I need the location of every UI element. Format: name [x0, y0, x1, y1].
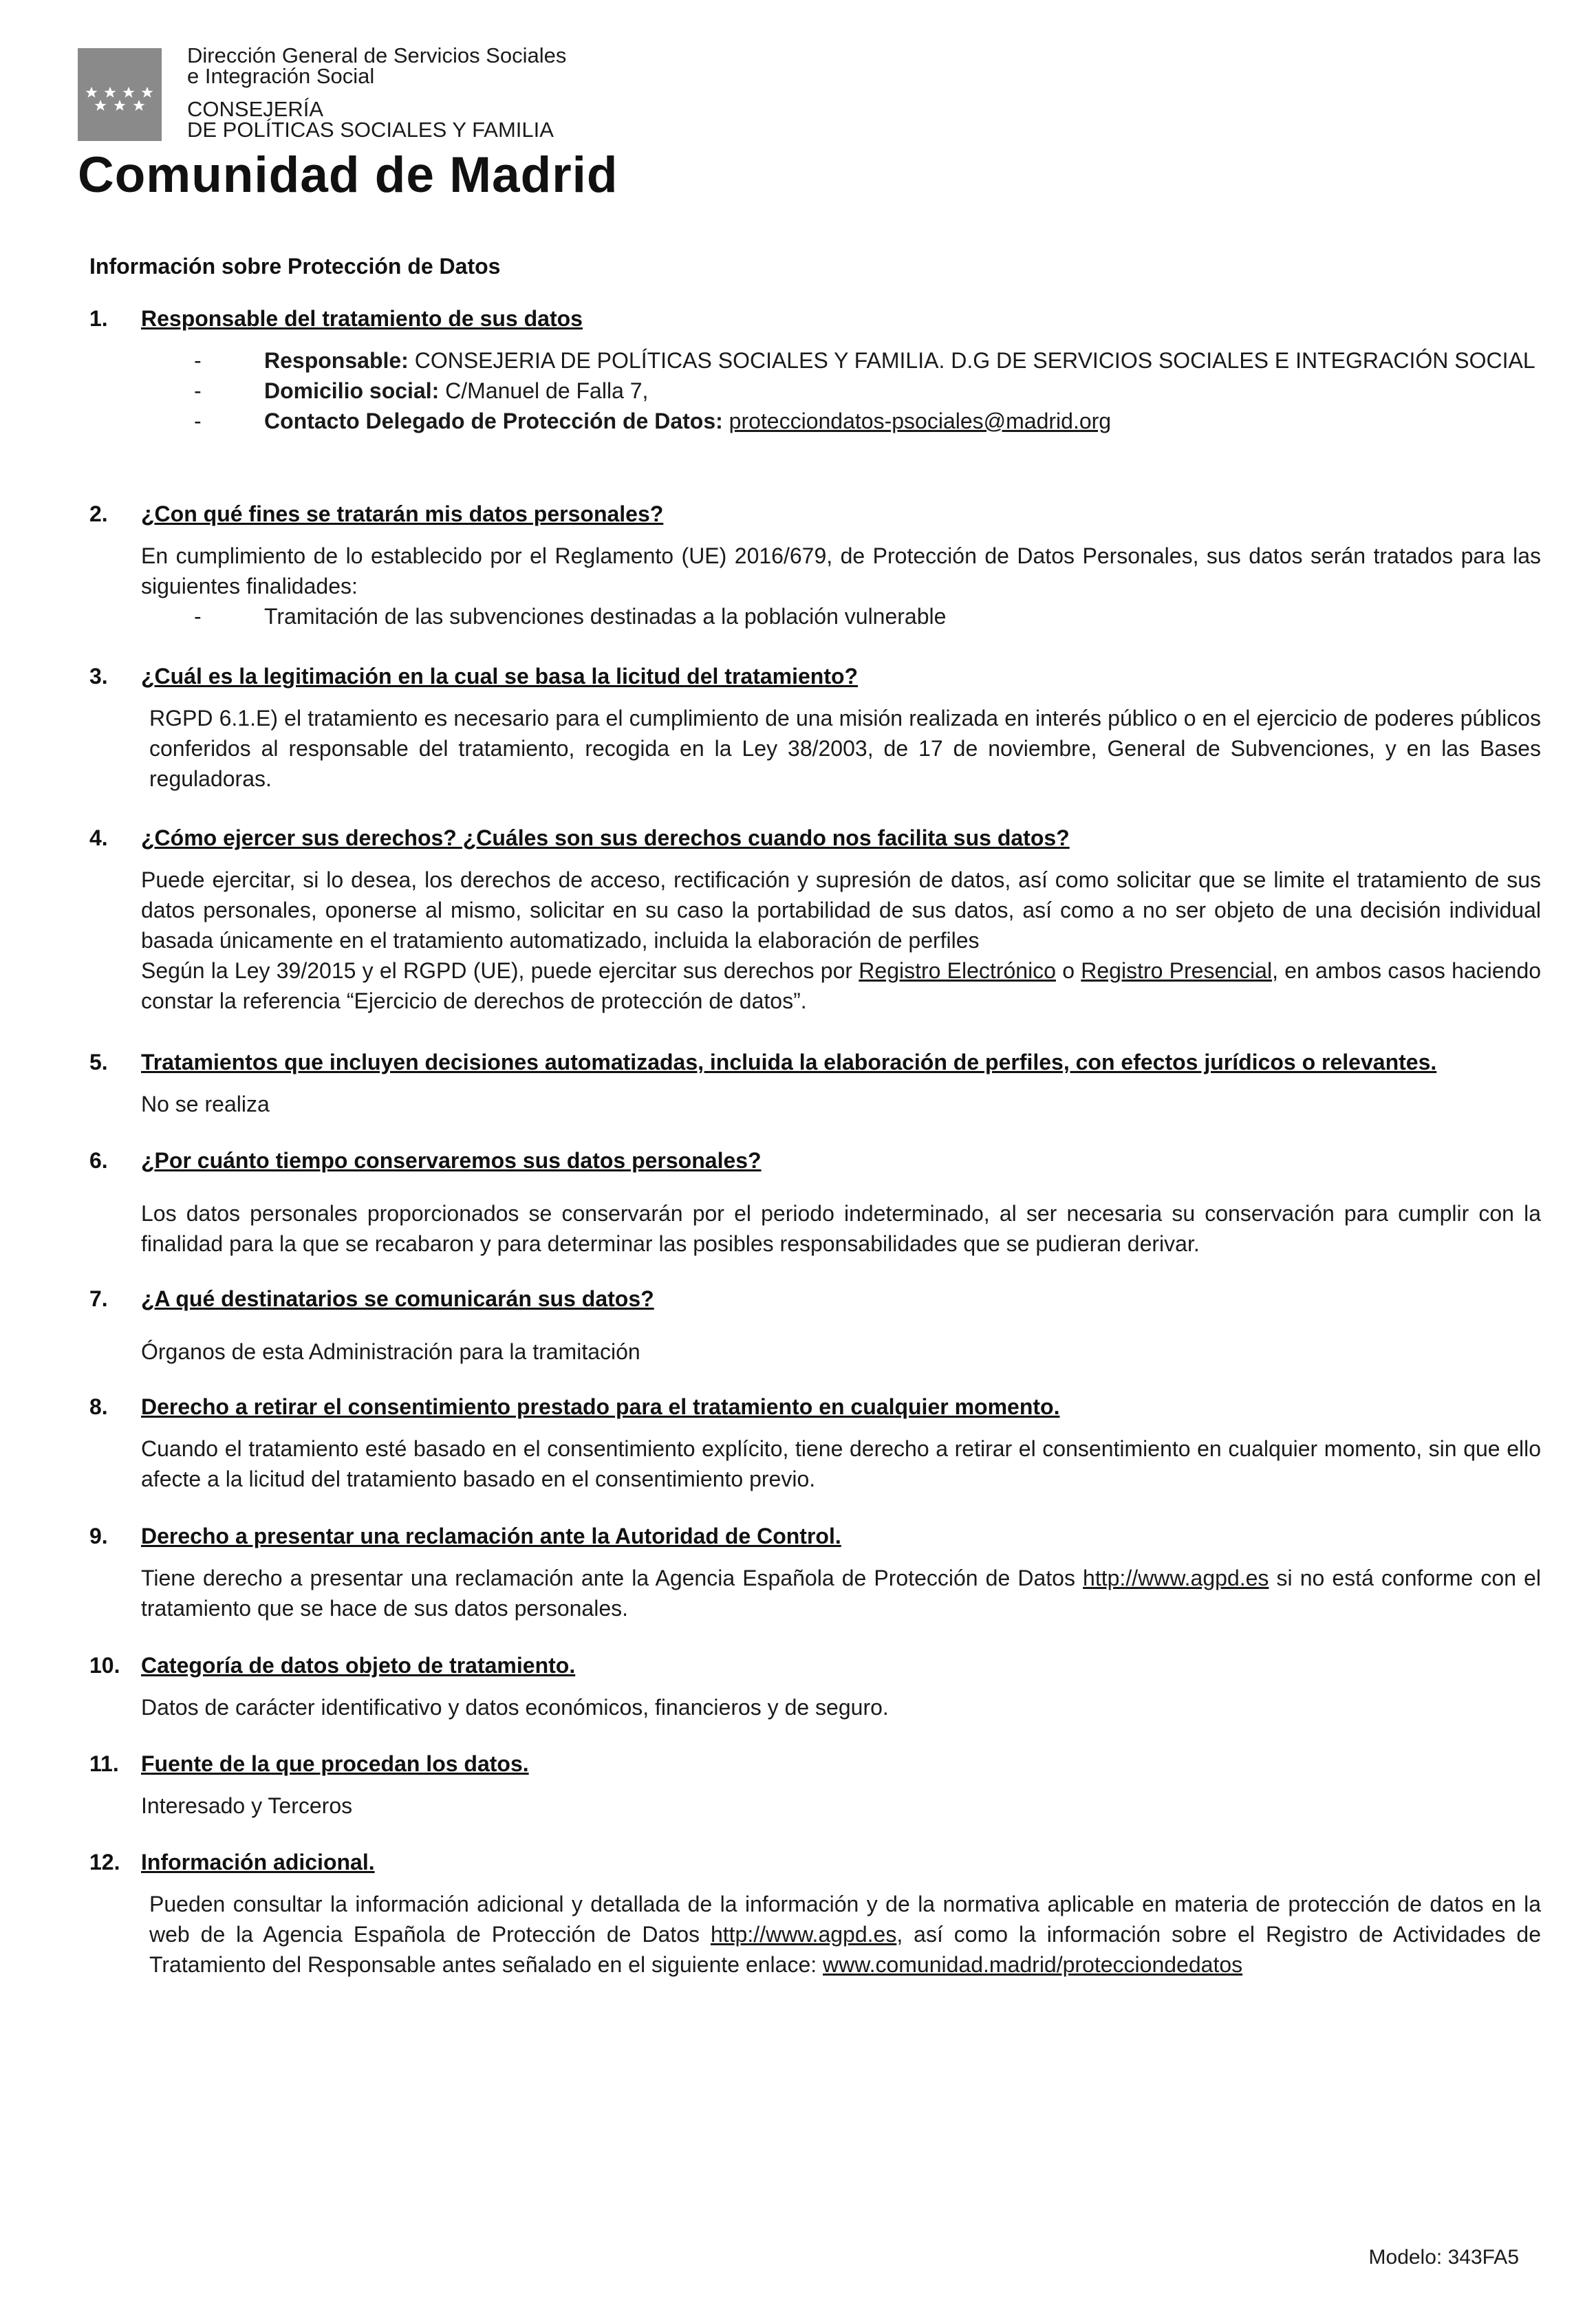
section-2 — [89, 501, 1541, 631]
section-8 — [89, 1394, 1541, 1494]
section-3 — [89, 663, 1541, 794]
section-title: Información adicional. — [141, 1850, 375, 1874]
section-number: 11. — [89, 1751, 119, 1776]
section-number: 1. — [89, 306, 108, 331]
section-number: 3. — [89, 664, 108, 689]
domicilio-value: C/Manuel de Falla 7, — [439, 378, 649, 403]
section-number: 7. — [89, 1286, 108, 1311]
agpd-link[interactable]: http://www.agpd.es — [1083, 1566, 1269, 1590]
section-number: 10. — [89, 1653, 120, 1678]
list-item: - Contacto Delegado de Protección de Datos: protecciondatos-psociales@madrid.org — [194, 409, 1112, 433]
brand-title: Comunidad de Madrid — [78, 147, 618, 203]
domicilio-label: Domicilio social: — [264, 378, 440, 403]
contacto-dpd-label: Contacto Delegado de Protección de Datos: — [264, 409, 723, 433]
reclamacion-text: Tiene derecho a presentar una reclamación ante la Agencia Española de Protección de Datos — [141, 1566, 1083, 1590]
section-title: ¿A qué destinatarios se comunicarán sus datos? — [141, 1286, 654, 1311]
section-10 — [89, 1652, 1541, 1722]
section-title: Responsable del tratamiento de sus datos — [141, 306, 583, 331]
section-title: Tratamientos que incluyen decisiones automatizadas, incluida la elaboración de perfiles, con efectos jurídicos o relevantes. — [141, 1050, 1437, 1074]
section-title: Fuente de la que procedan los datos. — [141, 1751, 529, 1776]
section-number: 9. — [89, 1524, 108, 1548]
section-text: Órganos de esta Administración para la tramitación — [141, 1339, 640, 1364]
dpd-email-link[interactable]: protecciondatos-psociales@madrid.org — [729, 409, 1112, 433]
comunidad-madrid-proteccion-link[interactable]: www.comunidad.madrid/protecciondedatos — [823, 1952, 1243, 1977]
reclamacion-text-end: si no está conforme con el tratamiento que se hace de sus datos personales. — [141, 1566, 1542, 1621]
info-adicional-text: Pueden consultar la información adicional y detallada de la información y de la normativa aplicable en materia de protección de datos en la web de la Agencia Española de Protección de Datos — [149, 1892, 1541, 1947]
responsable-value: CONSEJERIA DE POLÍTICAS SOCIALES Y FAMILIA. D.G DE SERVICIOS SOCIALES E INTEGRACIÓN SOCIAL — [408, 348, 1535, 373]
section-1 — [89, 305, 1541, 436]
section-title: Derecho a presentar una reclamación ante la Autoridad de Control. — [141, 1524, 841, 1548]
section-number: 4. — [89, 825, 108, 850]
list-item: - Tramitación de las subvenciones destinadas a la población vulnerable — [194, 604, 947, 629]
section-number: 8. — [89, 1394, 108, 1419]
section-text: Interesado y Terceros — [141, 1793, 353, 1818]
section-text: RGPD 6.1.E) el tratamiento es necesario para el cumplimiento de una misión realizada en interés público o en el ejercicio de poderes públicos conferidos al responsable del tratamiento, recogida en la Ley 38/2003, de 17 de noviembre, General de Subvenciones, y en las Bases reguladoras. — [149, 706, 1541, 791]
section-title: Categoría de datos objeto de tratamiento. — [141, 1653, 576, 1678]
section-6 — [89, 1147, 1541, 1259]
section-text — [149, 1889, 1541, 1980]
section-text: Datos de carácter identificativo y datos económicos, financieros y de seguro. — [141, 1695, 889, 1720]
list-item: - Responsable: CONSEJERIA DE POLÍTICAS SOCIALES Y FAMILIA. D.G DE SERVICIOS SOCIALES E INTEGRACIÓN SOCIAL — [194, 348, 1535, 373]
section-title: ¿Cómo ejercer sus derechos? ¿Cuáles son sus derechos cuando nos facilita sus datos? — [141, 825, 1070, 850]
header-consejeria-line2: DE POLÍTICAS SOCIALES Y FAMILIA — [187, 118, 554, 142]
section-4 — [89, 825, 1541, 1016]
derechos-text: Puede ejercitar, si lo desea, los derechos de acceso, rectificación y supresión de datos, así como solicitar que se limite el tratamiento de sus datos personales, oponerse al mismo, solicitar en su caso la portabilidad de sus datos, así como a no ser objeto de una decisión individual basada únicamente en el tratamiento automatizado, incluida la elaboración de perfiles — [141, 867, 1541, 953]
section-number: 5. — [89, 1050, 108, 1074]
section-text: No se realiza — [141, 1092, 270, 1116]
model-code: Modelo: 343FA5 — [1368, 2246, 1519, 2269]
section-text: Cuando el tratamiento esté basado en el consentimiento explícito, tiene derecho a retirar el consentimiento en cualquier momento, sin que ello afecte a la licitud del tratamiento basado en el consentimiento previo. — [141, 1436, 1541, 1491]
registro-electronico-link[interactable]: Registro Electrónico — [859, 958, 1056, 983]
derechos-text-ley: Según la Ley 39/2015 y el RGPD (UE), puede ejercitar sus derechos por — [141, 958, 859, 983]
section-7 — [89, 1286, 1541, 1367]
section-title: ¿Cuál es la legitimación en la cual se basa la licitud del tratamiento? — [141, 664, 859, 689]
agpd-link[interactable]: http://www.agpd.es — [710, 1922, 897, 1947]
section-text — [141, 865, 1541, 1016]
finalidad-item: Tramitación de las subvenciones destinadas a la población vulnerable — [264, 604, 947, 629]
section-number: 6. — [89, 1148, 108, 1173]
derechos-text-referencia: , en ambos casos haciendo constar la referencia “Ejercicio de derechos de protección de datos”. — [141, 958, 1542, 1013]
section-number: 12. — [89, 1850, 120, 1874]
section-title: Derecho a retirar el consentimiento prestado para el tratamiento en cualquier momento. — [141, 1394, 1060, 1419]
header-direccion-line1: Dirección General de Servicios Sociales — [187, 43, 567, 67]
list-item: - Domicilio social: C/Manuel de Falla 7, — [194, 378, 649, 403]
stars-icon — [78, 48, 162, 141]
section-title: ¿Por cuánto tiempo conservaremos sus datos personales? — [141, 1148, 762, 1173]
connector-text: o — [1055, 958, 1081, 983]
section-number: 2. — [89, 501, 108, 526]
responsable-label: Responsable: — [264, 348, 409, 373]
section-text: Los datos personales proporcionados se conservarán por el periodo indeterminado, al ser necesaria su conservación para cumplir con la finalidad para la que se recabaron y para determinar las posibles responsabilidades que se pudieran derivar. — [141, 1201, 1541, 1256]
section-12 — [89, 1849, 1541, 1980]
document-title: Información sobre Protección de Datos — [89, 254, 501, 279]
section-11 — [89, 1751, 1541, 1821]
comunidad-madrid-flag-logo — [78, 48, 162, 141]
section-text — [141, 1563, 1541, 1623]
header-consejeria-line1: CONSEJERÍA — [187, 97, 324, 121]
header-direccion-line2: e Integración Social — [187, 64, 375, 88]
section-title: ¿Con qué fines se tratarán mis datos personales? — [141, 501, 664, 526]
section-9 — [89, 1523, 1541, 1623]
registro-presencial-link[interactable]: Registro Presencial — [1081, 958, 1273, 983]
section-text: En cumplimiento de lo establecido por el Reglamento (UE) 2016/679, de Protección de Datos Personales, sus datos serán tratados para las siguientes finalidades: — [141, 543, 1541, 598]
section-5 — [89, 1049, 1541, 1119]
info-adicional-text-end: , así como la información sobre el Registro de Actividades de Tratamiento del Responsable antes señalado en el siguiente enlace: — [149, 1922, 1542, 1977]
